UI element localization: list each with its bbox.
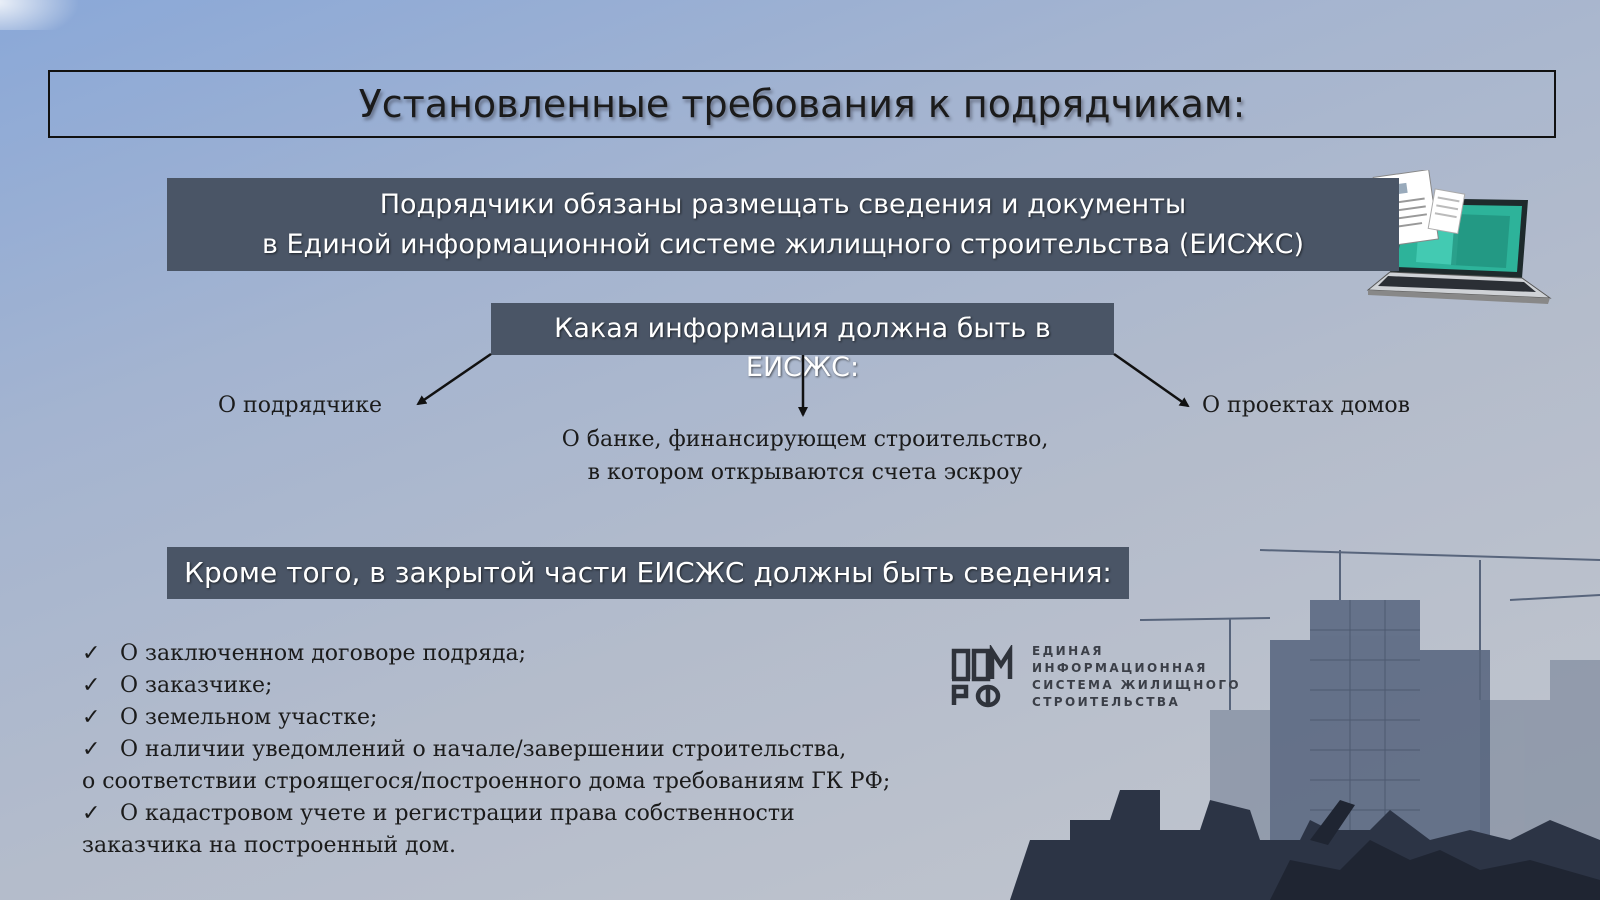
- question-line-1: Какая информация должна быть в: [554, 313, 1051, 344]
- arrow-left: [418, 354, 491, 404]
- check-icon: ✓: [82, 673, 101, 698]
- list-item: ✓ О кадастровом учете и регистрации права собственности: [82, 798, 982, 830]
- arrow-right: [1114, 354, 1188, 406]
- list-item-continuation: заказчика на построенный дом.: [82, 833, 456, 858]
- construction-skyline-illustration: [1010, 540, 1600, 900]
- closed-part-checklist: [82, 638, 982, 862]
- branch-bank-line-2: в котором открываются счета эскроу: [587, 460, 1023, 485]
- branch-bank: [500, 423, 1110, 489]
- dom-rf-logo: [950, 643, 1241, 711]
- slide-title: Установленные требования к подрядчикам:: [358, 82, 1246, 126]
- closed-part-banner: Кроме того, в закрытой части ЕИСЖС должны быть сведения:: [167, 547, 1129, 599]
- list-item: ✓ О наличии уведомлений о начале/завершении строительства,: [82, 734, 982, 766]
- list-item-continuation: о соответствии строящегося/построенного дома требованиям ГК РФ;: [82, 769, 891, 794]
- dom-rf-logo-mark: [950, 645, 1014, 709]
- question-line-2: ЕИСЖС:: [745, 352, 860, 383]
- list-item: ✓ О заключенном договоре подряда;: [82, 638, 982, 670]
- check-icon: ✓: [82, 737, 101, 762]
- banner-line-1: Подрядчики обязаны размещать сведения и документы: [379, 188, 1187, 220]
- check-icon: ✓: [82, 705, 101, 730]
- branch-bank-line-1: О банке, финансирующем строительство,: [561, 427, 1049, 452]
- dom-rf-logo-text: ЕДИНАЯ ИНФОРМАЦИОННАЯ СИСТЕМА ЖИЛИЩНОГО СТРОИТЕЛЬСТВА: [1032, 644, 1241, 709]
- check-icon: ✓: [82, 801, 101, 826]
- banner-line-2: в Единой информационной системе жилищного строительства (ЕИСЖС): [261, 228, 1305, 260]
- check-icon: ✓: [82, 641, 101, 666]
- branch-projects: О проектах домов: [1202, 393, 1411, 418]
- list-item: ✓ О заказчике;: [82, 670, 982, 702]
- branch-contractor: О подрядчике: [218, 393, 382, 418]
- list-item: ✓ О земельном участке;: [82, 702, 982, 734]
